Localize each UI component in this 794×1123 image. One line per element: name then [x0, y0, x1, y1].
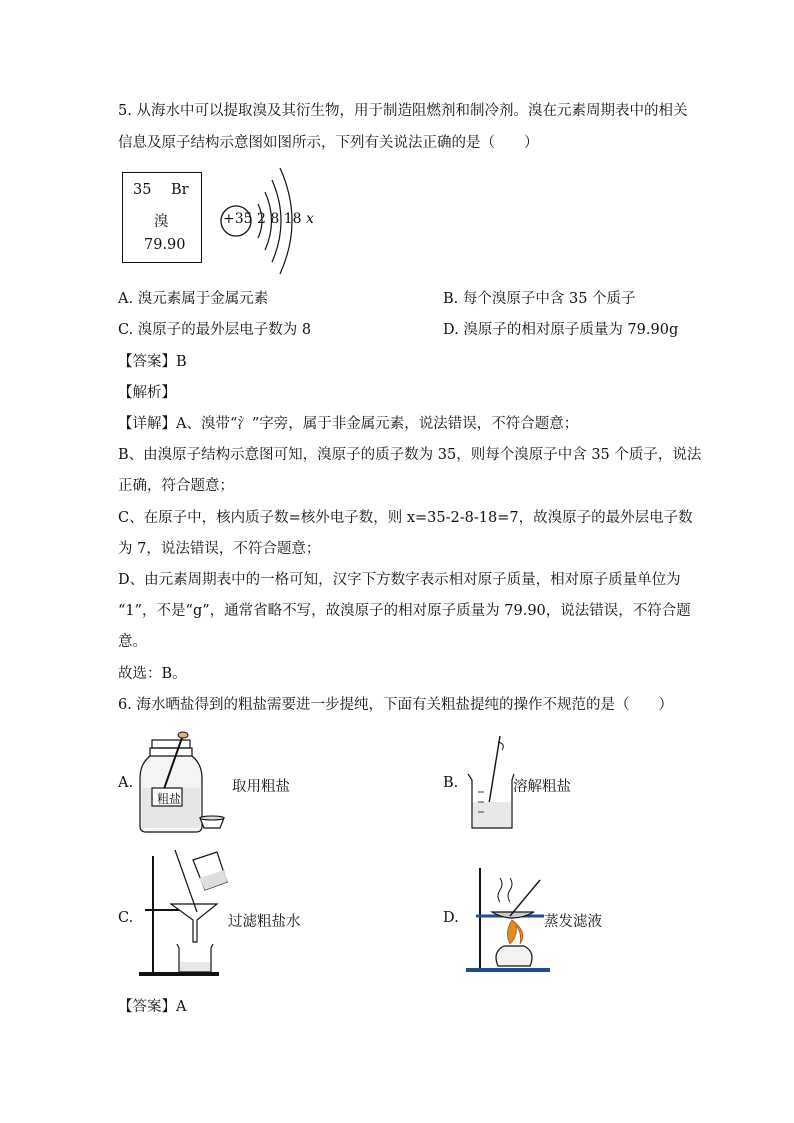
atomic-number: 35: [133, 182, 152, 198]
q5-analysis-title: 【解析】: [118, 385, 176, 401]
q6-option-b-letter[interactable]: B.: [443, 775, 459, 791]
q5-detail-line: C、在原子中，核内质子数=核外电子数，则 x=35-2-8-18=7，故溴原子的最外层电子数: [118, 510, 693, 526]
electron-count-outer: x: [305, 211, 314, 227]
q5-stem-line2: 信息及原子结构示意图如图所示，下列有关说法正确的是（ ）: [118, 135, 539, 151]
q5-option-b[interactable]: B. 每个溴原子中含 35 个质子: [443, 291, 636, 307]
q5-stem-line1: 5. 从海水中可以提取溴及其衍生物，用于制造阻燃剂和制冷剂。溴在元素周期表中的相关: [118, 103, 688, 119]
electron-counts: [257, 211, 314, 227]
element-name: 溴: [154, 214, 169, 230]
q5-option-a[interactable]: A. 溴元素属于金属元素: [118, 291, 269, 307]
q6-option-c-caption: 过滤粗盐水: [228, 914, 301, 930]
q5-detail-line: “1”，不是“g”，通常省略不写，故溴原子的相对原子质量为 79.90，说法错误，不符合题: [118, 603, 691, 619]
atomic-mass: 79.90: [144, 237, 186, 253]
q6-option-a-letter[interactable]: A.: [118, 775, 134, 791]
funnel: [171, 904, 217, 942]
salt-jar-illustration: [136, 726, 246, 836]
electron-count-shells: 2 8 18: [257, 211, 306, 227]
q5-option-c[interactable]: C. 溴原子的最外层电子数为 8: [118, 322, 312, 338]
q6-stem: 6. 海水晒盐得到的粗盐需要进一步提纯，下面有关粗盐提纯的操作不规范的是（ ）: [118, 697, 673, 713]
alcohol-lamp: [496, 946, 532, 966]
spoon-bowl: [178, 732, 188, 738]
q6-answer: 【答案】A: [118, 999, 187, 1015]
jar-label: 粗盐: [157, 792, 182, 806]
q6-option-a-caption: 取用粗盐: [232, 779, 290, 795]
q5-detail-line: 正确，符合题意；: [118, 478, 234, 494]
flame: [507, 920, 522, 944]
element-cell: [122, 172, 202, 263]
nucleus-charge: +35: [223, 211, 253, 227]
q6-option-c-letter[interactable]: C.: [118, 910, 134, 926]
q6-option-d-letter[interactable]: D.: [443, 910, 459, 926]
stir-rod: [510, 880, 540, 916]
q5-detail-line: D、由元素周期表中的一格可知，汉字下方数字表示相对原子质量，相对原子质量单位为: [118, 572, 681, 588]
q6-option-b-caption: 溶解粗盐: [513, 779, 571, 795]
q6-option-d-caption: 蒸发滤液: [544, 914, 602, 930]
q5-detail-line: 意。: [118, 634, 147, 650]
q5-detail-line: 【详解】A、溴带“氵”字旁，属于非金属元素，说法错误，不符合题意；: [118, 416, 579, 432]
q5-detail-line: 为 7，说法错误，不符合题意；: [118, 541, 321, 557]
q5-option-d[interactable]: D. 溴原子的相对原子质量为 79.90g: [443, 322, 679, 338]
q5-answer: 【答案】B: [118, 354, 187, 370]
q5-detail-line: 故选：B。: [118, 666, 187, 682]
q5-detail-line: B、由溴原子结构示意图可知，溴原子的质子数为 35，则每个溴原子中含 35 个质子，说法: [118, 447, 702, 463]
element-symbol: Br: [171, 182, 189, 198]
